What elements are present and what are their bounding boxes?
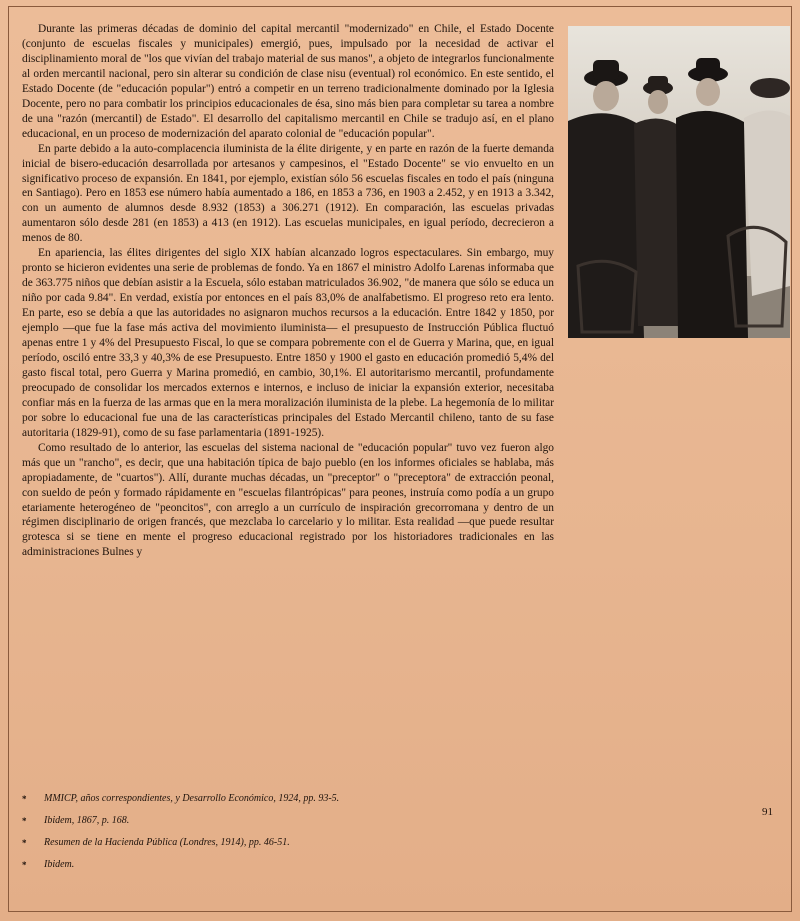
footnote-text: Ibidem, 1867, p. 168. bbox=[44, 815, 130, 826]
footnote bbox=[22, 810, 542, 832]
footnote-mark: * bbox=[22, 794, 27, 804]
historical-photograph bbox=[568, 26, 790, 338]
footnote-mark: * bbox=[22, 860, 27, 870]
footnote-text: MMICP, años correspondientes, y Desarrollo Económico, 1924, pp. 93-5. bbox=[44, 793, 340, 804]
main-text-column bbox=[22, 22, 554, 560]
footnote bbox=[22, 854, 542, 876]
footnote-mark: * bbox=[22, 816, 27, 826]
footnote bbox=[22, 788, 542, 810]
footnote bbox=[22, 832, 542, 854]
paragraph-4: Como resultado de lo anterior, las escuelas del sistema nacional de "educación popular" tuvo vez fueron algo más que un "rancho", es decir, que una habitación típica de bajo pueblo (en los informes oficiales se hablaba, más apropiadamente, de "cuartos"). Allí, durante muchas décadas, un "preceptor" o "preceptora" de extracción peonal, con sueldo de peón y formado rápidamente en "escuelas filantrópicas" para peones, instruía como podía a un grupo etariamente heterogéneo de "peoncitos", con arreglo a un currículo de inspiración grecorromana y dentro de un régimen disciplinario de origen francés, que mezclaba lo carcelario y lo militar. Esta realidad —que puede resultar grotesca si se tiene en mente el progreso educacional registrado por los historiadores tradicionales en las administraciones Bulnes y bbox=[22, 441, 554, 559]
paragraph-3: En apariencia, las élites dirigentes del siglo XIX habían alcanzado logros espectaculares. Sin embargo, muy pronto se hicieron evidentes una serie de problemas de fondo. Ya en 1867 el ministro Adolfo Larenas informaba que de 363.775 niños que debían asistir a la Escuela, sólo estaban matriculados 36.902, "de manera que sólo se educa un niño por cada 9.84". En verdad, existía por entonces en el país 83,0% de analfabetismo. El progreso reto era lento. En parte, eso se debía a que las autoridades no asignaron muchos recursos a la educación. Entre 1842 y 1850, por ejemplo —que fue la fase más activa del movimiento iluminista— el presupuesto de Instrucción Pública fluctuó apenas entre 1 y 4% del Presupuesto Fiscal, lo que se compara pobremente con el de Guerra y Marina, que, en igual período, osciló entre 33,3 y 40,3% de ese Presupuesto. Entre 1850 y 1900 el gasto en educación promedió 5,4% del gasto fiscal total, pero Guerra y Marina promedió, en cambio, 30,1%. El autoritarismo mercantil, profundamente preocupado de consolidar los mercados externos e internos, e incluso de iniciar la expansión exterior, necesitaba confiar más en la fuerza de las armas que en la mera moralización iluminista de la plebe. La hegemonía de lo militar por sobre lo educacional fue una de las características principales del Estado Mercantil chileno, tanto de su fase autoritaria (1829-91), como de su fase parlamentaria (1891-1925). bbox=[22, 247, 554, 439]
footnote-text: Resumen de la Hacienda Pública (Londres, 1914), pp. 46-51. bbox=[44, 837, 290, 848]
footnotes bbox=[22, 788, 542, 876]
page-number: 91 bbox=[762, 806, 773, 818]
paragraph-1: Durante las primeras décadas de dominio del capital mercantil "modernizado" en Chile, el Estado Docente (conjunto de escuelas fiscales y municipales) emergió, pues, impulsado por la necesidad de activar el disciplinamiento moral de "los que vivían del trabajo material de sus manos", a objeto de integrarlos funcionalmente al orden mercantil nacional, pero sin alterar su condición de clase nisu (eventual) rol económico. En este sentido, el Estado Docente (de "educación popular") entró a competir en un terreno tradicionalmente dominado por la Iglesia Docente, pero no para combatir los principios educacionales de ésa, sino más bien para completar su tarea a nombre de una "razón (mercantil) de Estado". El desarrollo del capitalismo mercantil en Chile se tradujo así, en el plano educacional, en un proceso de modernización del aparato colonial de "educación popular". bbox=[22, 23, 554, 140]
footnote-mark: * bbox=[22, 838, 27, 848]
paragraph-2: En parte debido a la auto-complacencia iluminista de la élite dirigente, y en parte en razón de la fuerte demanda inicial de bisero-educación desarrollada por artesanos y campesinos, el "Estado Docente" se vio envuelto en un significativo proceso de expansión. En 1841, por ejemplo, existían sólo 56 escuelas fiscales en todo el país (ninguna en Santiago). Pero en 1853 ese número había aumentado a 186, en 1853 a 736, en 1903 a 2.452, y en 1913 a 3.342, con un aumento de alumnos desde 8.932 (1853) a 306.271 (1912). En comparación, las escuelas privadas aumentaron sólo desde 281 (en 1853) a 413 (en 1912). Las escuelas municipales, en igual período, decrecieron a menos de 80. bbox=[22, 142, 554, 245]
footnote-text: Ibidem. bbox=[44, 859, 75, 870]
